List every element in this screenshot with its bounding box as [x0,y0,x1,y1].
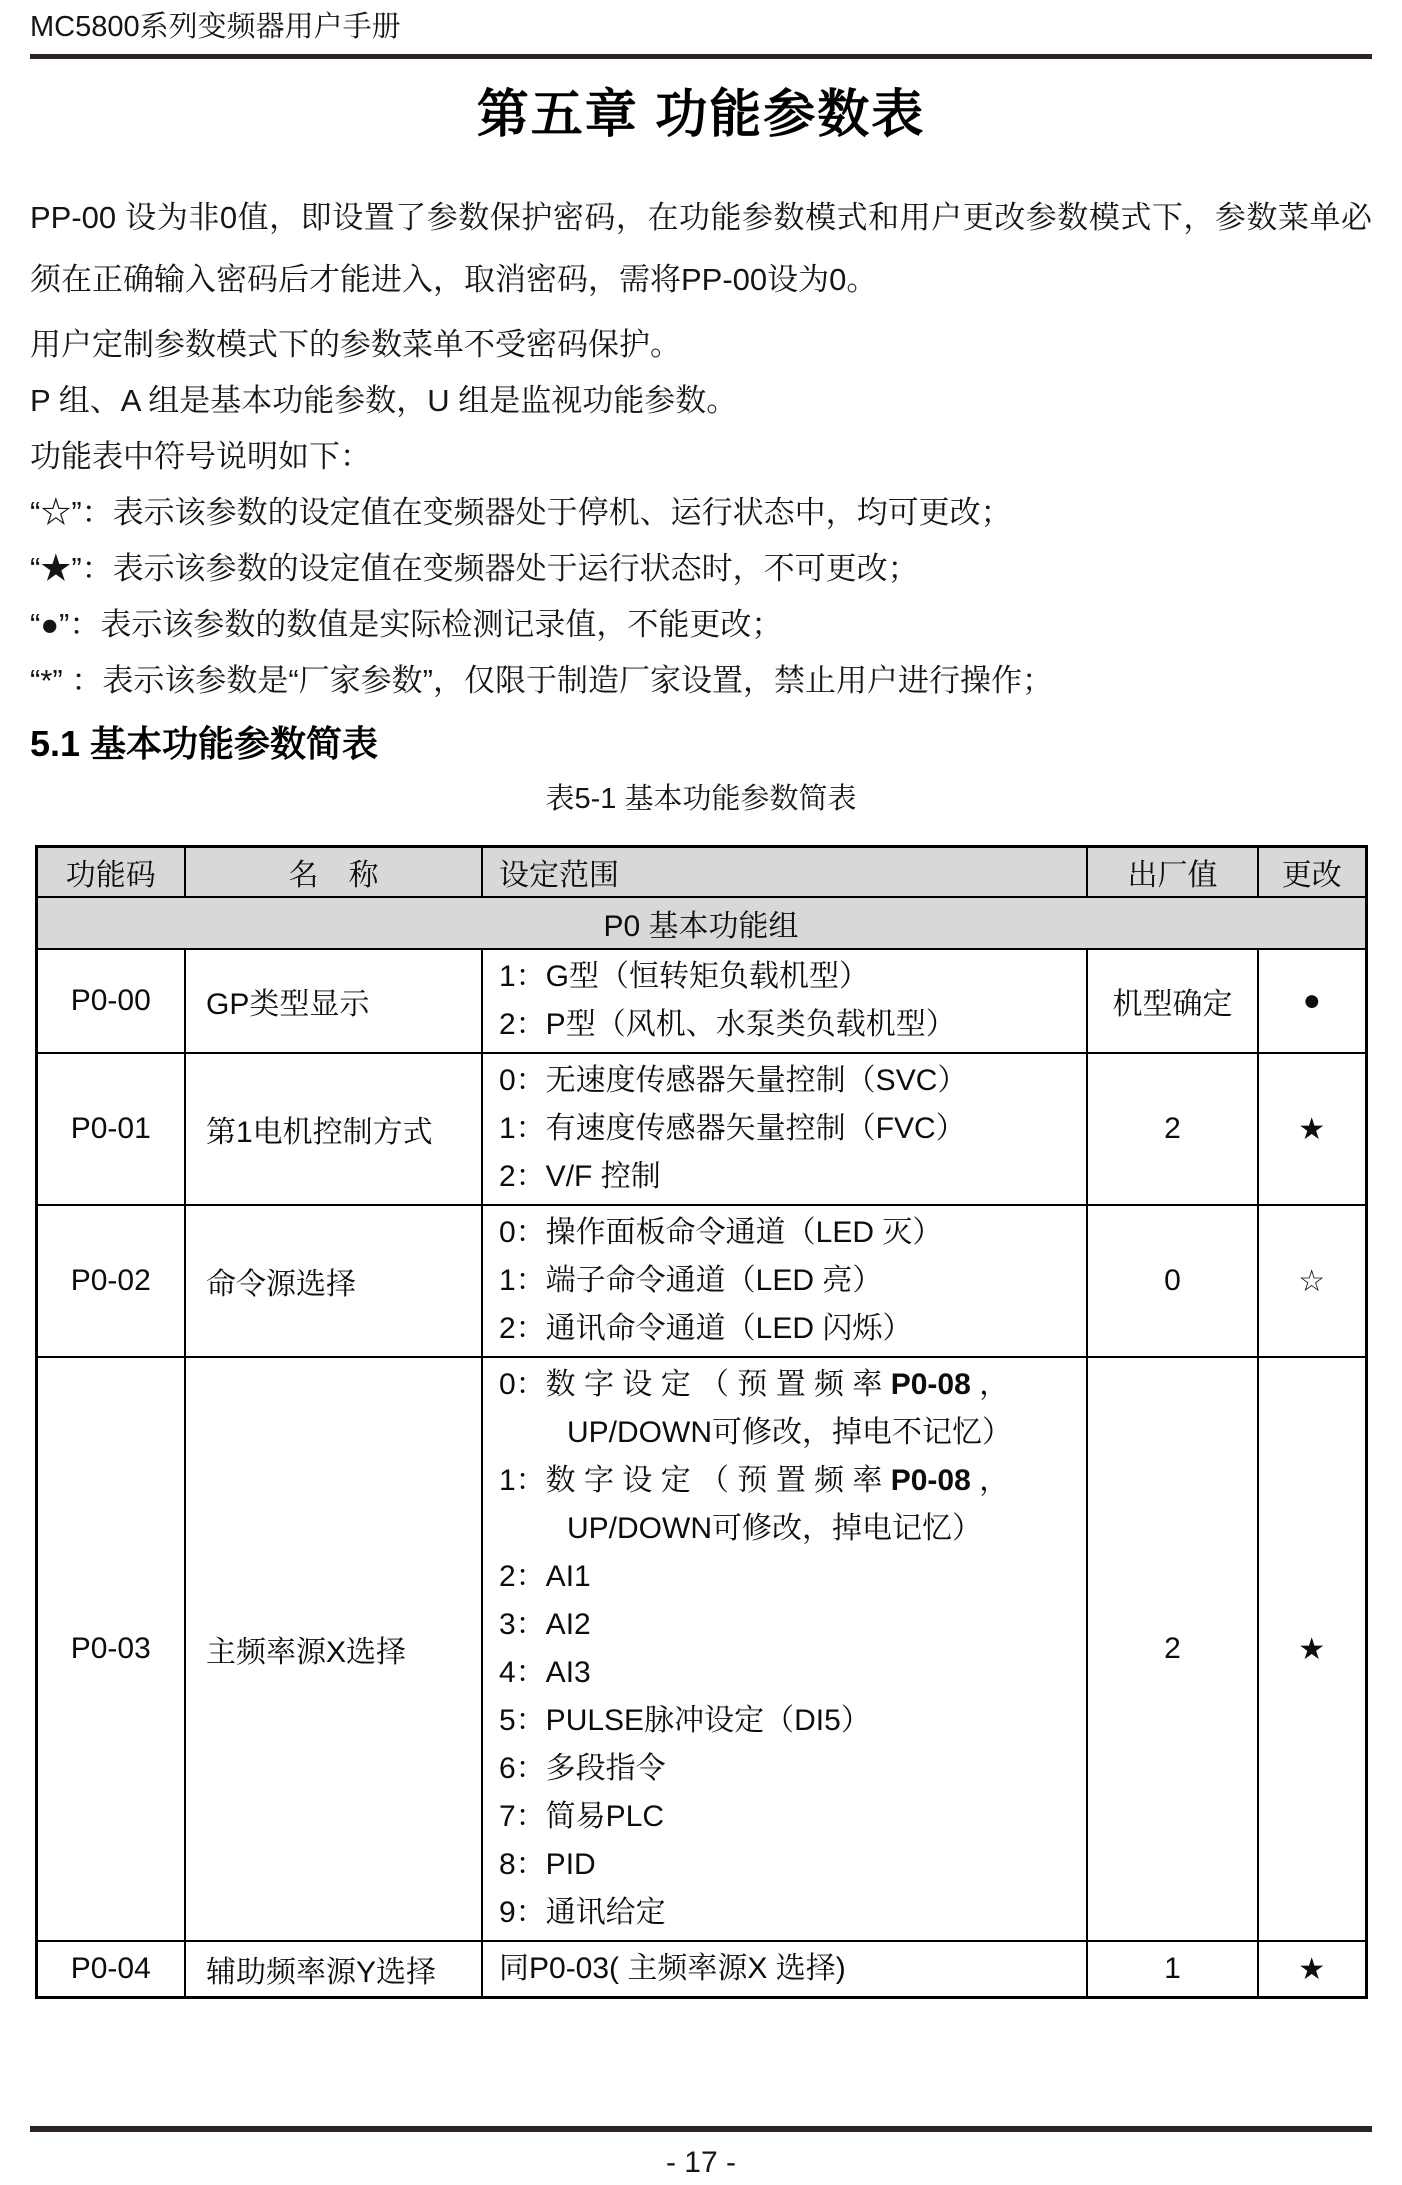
header-cell-name: 名 称 [185,847,482,898]
param-default: 机型确定 [1087,949,1258,1053]
param-name: 第1电机控制方式 [185,1053,482,1205]
param-row-p0-04 [36,1941,1366,1998]
param-range [482,1205,1087,1357]
param-code: P0-04 [36,1941,185,1998]
param-row-p0-00 [36,949,1366,1053]
param-default: 0 [1087,1205,1258,1357]
page-number: - 17 - [665,2146,737,2179]
param-name: 辅助频率源Y选择 [185,1941,482,1998]
range-option-param-ref: P0-08 [890,1464,971,1497]
param-code: P0-03 [36,1357,185,1941]
intro-paragraph-3: P 组、A 组是基本功能参数，U 组是监视功能参数。 [30,383,738,418]
range-option [499,1361,1076,1409]
param-range [482,1357,1087,1941]
range-option: 7：简易PLC [499,1800,665,1833]
range-option: 0：操作面板命令通道（LED 灭） [499,1216,943,1249]
legend-item-circle: “●”：表示该参数的数值是实际检测记录值，不能更改； [30,607,783,642]
intro-paragraph-1 [30,187,1372,311]
range-option: 5：PULSE脉冲设定（DI5） [499,1704,871,1737]
range-option-text: ， [970,1368,1010,1401]
range-option: 2：P型（风机、水泵类负载机型） [499,1008,956,1041]
section-heading: 5.1 基本功能参数简表 [30,723,379,764]
legend-item-star-filled: “★”：表示该参数的设定值在变频器处于运行状态时，不可更改； [30,551,919,586]
range-option-text: 0：数 字 设 定 （ 预 置 频 率 [499,1368,891,1401]
intro-paragraph-1-line-2: 须在正确输入密码后才能进入，取消密码，需将PP-00设为0。 [30,262,878,297]
range-option-param-ref: P0-08 [890,1368,971,1401]
range-option: 9：通讯给定 [499,1896,666,1929]
param-change-symbol: ★ [1258,1357,1366,1941]
param-row-p0-02 [36,1205,1366,1357]
header-cell-change: 更改 [1258,847,1366,898]
range-option: 1：端子命令通道（LED 亮） [499,1264,883,1297]
param-default: 2 [1087,1357,1258,1941]
param-code: P0-00 [36,949,185,1053]
group-header-label: P0 基本功能组 [36,897,1366,949]
range-option: 0：无速度传感器矢量控制（SVC） [499,1064,968,1097]
param-row-p0-03 [36,1357,1366,1941]
param-change-symbol: ● [1258,949,1366,1053]
range-option: 1：G型（恒转矩负载机型） [499,960,870,993]
header-cell-code: 功能码 [36,847,185,898]
range-option: 2：AI1 [499,1560,591,1593]
header-cell-range: 设定范围 [482,847,1087,898]
param-code: P0-02 [36,1205,185,1357]
param-range [482,949,1087,1053]
parameters-table [35,845,1368,1999]
range-option: 2：通讯命令通道（LED 闪烁） [499,1312,913,1345]
range-option-text: 1：数 字 设 定 （ 预 置 频 率 [499,1464,891,1497]
range-option: 同P0-03( 主频率源X 选择) [499,1952,846,1985]
range-option-continuation: UP/DOWN可修改，掉电不记忆） [567,1416,1012,1449]
param-change-symbol: ☆ [1258,1205,1366,1357]
intro-paragraph-4: 功能表中符号说明如下： [30,439,371,474]
header-cell-default: 出厂值 [1087,847,1258,898]
document-header-title: MC5800系列变频器用户手册 [30,11,401,43]
param-name: GP类型显示 [185,949,482,1053]
param-default: 1 [1087,1941,1258,1998]
param-range [482,1941,1087,1998]
param-range [482,1053,1087,1205]
param-row-p0-01 [36,1053,1366,1205]
param-change-symbol: ★ [1258,1053,1366,1205]
range-option: 2：V/F 控制 [499,1160,661,1193]
param-name: 命令源选择 [185,1205,482,1357]
param-change-symbol: ★ [1258,1941,1366,1998]
intro-paragraph-1-line-1: PP-00 设为非0值，即设置了参数保护密码，在功能参数模式和用户更改参数模式下，参数菜单必 [30,200,1372,235]
range-option: 8：PID [499,1848,596,1881]
chapter-title: 第五章 功能参数表 [476,86,926,144]
range-option: 3：AI2 [499,1608,591,1641]
group-header-row [36,897,1366,949]
intro-paragraphs [30,317,1372,709]
range-option: 1：有速度传感器矢量控制（FVC） [499,1112,966,1145]
range-option-text: ， [970,1464,1010,1497]
table-header-row [36,847,1366,898]
param-name: 主频率源X选择 [185,1357,482,1941]
range-option: 4：AI3 [499,1656,591,1689]
legend-item-star-outline: “☆”：表示该参数的设定值在变频器处于停机、运行状态中，均可更改； [30,495,1012,530]
footer-rule [30,2126,1372,2132]
intro-paragraph-2: 用户定制参数模式下的参数菜单不受密码保护。 [30,327,681,362]
legend-item-asterisk: “*” ：表示该参数是“厂家参数”，仅限于制造厂家设置，禁止用户进行操作； [30,663,1053,698]
header-rule [30,54,1372,59]
param-default: 2 [1087,1053,1258,1205]
param-code: P0-01 [36,1053,185,1205]
table-caption: 表5-1 基本功能参数简表 [545,783,857,815]
range-option-continuation: UP/DOWN可修改，掉电记忆） [567,1512,982,1545]
range-option [499,1457,1076,1505]
range-option: 6：多段指令 [499,1752,666,1785]
